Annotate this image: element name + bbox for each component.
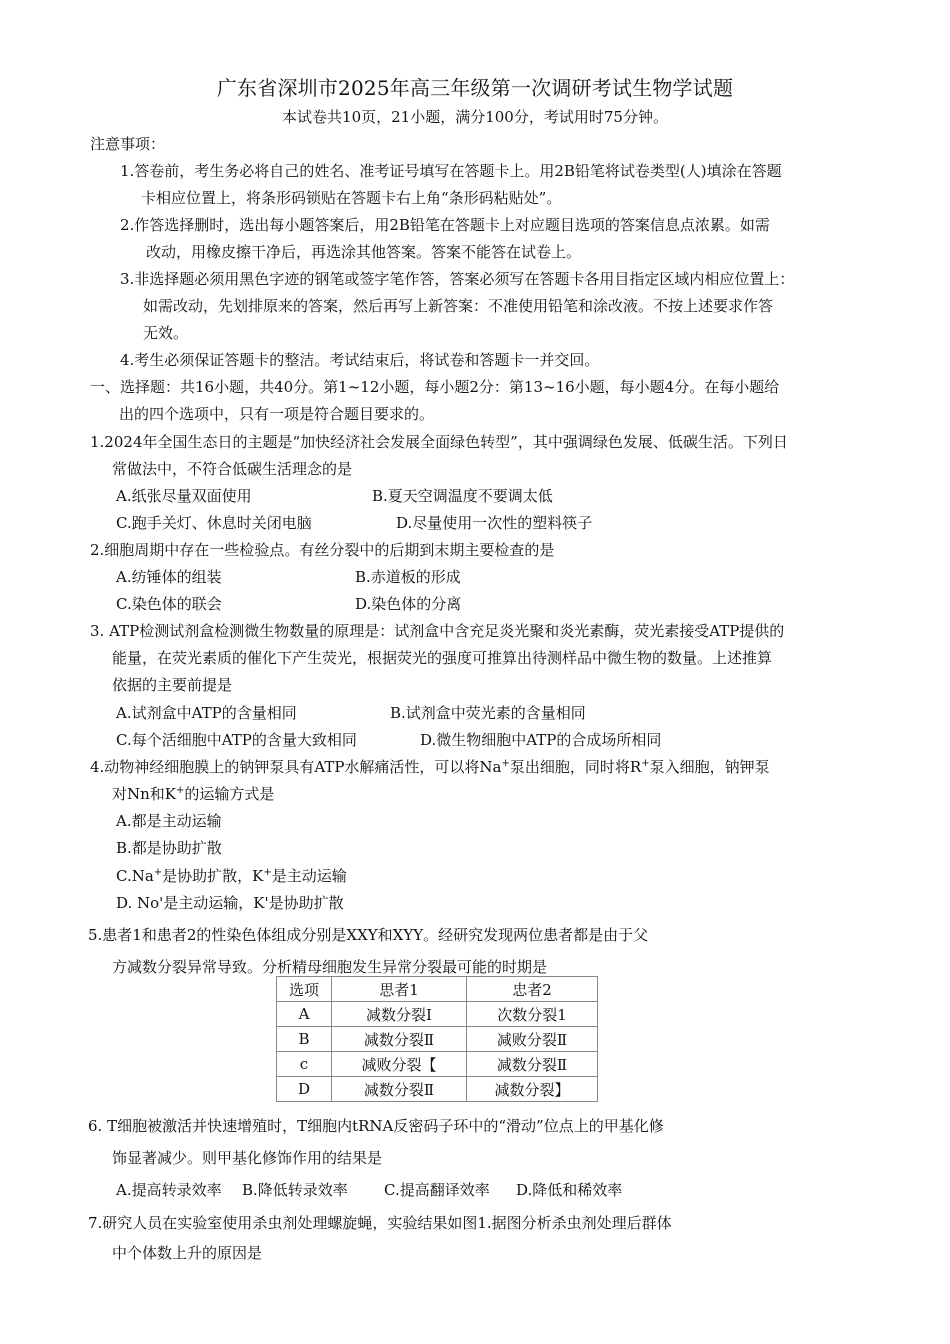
q3-option-d: D.微生物细胞中ATP的合成场所相同 [420, 731, 662, 749]
q3-option-c: C.每个活细胞中ATP的含量大致相同 [116, 731, 357, 749]
note-3-line-3: 无效。 [143, 324, 189, 342]
q4-option-c-c: 是主动运输 [271, 867, 347, 885]
q4-stem-1a: 4.动物神经细胞膜上的钠钾泵具有ATP水解痛活性，可以将Na [90, 758, 502, 776]
q4-stem-1b: 泵出细胞，同时将R [509, 758, 642, 776]
q1-option-d: D.尽量使用一次性的塑料筷子 [396, 514, 593, 532]
q5-stem-line-1: 5.患者1和患者2的性染色体组成分别是XXY和XYY。经研究发现两位患者都是由于父 [88, 926, 649, 944]
note-1-line-1: 1.答卷前，考生务必将自己的姓名、准考证号填写在答题卡上。用2B铅笔将试卷类型(人)填涂在答题 [120, 162, 782, 180]
q2-option-b: B.赤道板的形成 [355, 568, 461, 586]
page-subtitle: 本试卷共10页，21小题，满分100分，考试用时75分钟。 [282, 108, 668, 126]
table-cell: 减败分裂【 [332, 1052, 467, 1077]
q7-stem-line-2: 中个体数上升的原因是 [112, 1244, 263, 1262]
plus-superscript: + [176, 785, 185, 796]
table-cell: 次数分裂1 [467, 1002, 598, 1027]
q3-stem-line-3: 依据的主要前提是 [112, 676, 233, 694]
table-cell: B [277, 1027, 332, 1052]
q4-option-c-a: C.Na [116, 867, 154, 885]
plus-superscript: + [501, 758, 510, 769]
table-row [277, 1027, 598, 1052]
q4-stem-2b: 的运输方式是 [184, 785, 275, 803]
q7-stem-line-1: 7.研究人员在实验室使用杀虫剂处理螺旋蝇，实验结果如图1.据图分析杀虫剂处理后群体 [88, 1214, 672, 1232]
note-3-line-2: 如需改动，先划排原来的答案，然后再写上新答案：不准使用铅笔和涂改液。不按上述要求作答 [143, 297, 774, 315]
plus-superscript: + [153, 867, 163, 878]
q4-option-a: A.都是主动运输 [116, 812, 222, 830]
table-header-row [277, 977, 598, 1002]
q4-option-b: B.都是协助扩散 [116, 839, 222, 857]
q3-option-a: A.试剂盒中ATP的含量相同 [116, 704, 297, 722]
page-title: 广东省深圳市2025年高三年级第一次调研考试生物学试题 [216, 76, 734, 100]
q2-option-a: A.纺锤体的组装 [116, 568, 222, 586]
table-cell: c [277, 1052, 332, 1077]
q2-stem: 2.细胞周期中存在一些检验点。有丝分裂中的后期到末期主要检查的是 [90, 541, 555, 559]
q6-option-a: A.提高转录效率 [116, 1181, 222, 1199]
table-header-cell: 选项 [277, 977, 332, 1002]
note-4: 4.考生必须保证答题卡的整洁。考试结束后，将试卷和答题卡一并交回。 [120, 351, 600, 369]
q4-stem-1c: 泵入细胞，钠钾泵 [649, 758, 770, 776]
notes-heading: 注意事项： [90, 135, 166, 153]
table-cell: 减数分裂Ⅱ [467, 1052, 598, 1077]
table-cell: A [277, 1002, 332, 1027]
section-1-line-2: 出的四个选项中，只有一项是符合题目要求的。 [119, 405, 435, 423]
q6-option-d: D.降低和稀效率 [516, 1181, 623, 1199]
table-header-cell: 思者1 [332, 977, 467, 1002]
q4-stem-line-2 [112, 784, 274, 804]
q6-option-b: B.降低转录效率 [242, 1181, 348, 1199]
q5-stem-line-2: 方减数分裂异常导致。分析精母细胞发生异常分裂最可能的时期是 [112, 958, 548, 976]
q4-option-c [116, 866, 347, 886]
q1-stem-line-2: 常做法中，不符合低碳生活理念的是 [112, 460, 353, 478]
table-row [277, 1077, 598, 1102]
note-3-line-1: 3.非选择题必须用黑色字迹的钢笔或签字笔作答，答案必须写在答题卡各用目指定区域内相应位置上： [120, 270, 795, 288]
table-row [277, 1002, 598, 1027]
q3-stem-line-2: 能量，在荧光素质的催化下产生荧光，根据荧光的强度可推算出待测样品中微生物的数量。上述推算 [112, 649, 773, 667]
plus-superscript: + [641, 758, 650, 769]
table-cell: 减数分裂Ⅱ [332, 1077, 467, 1102]
q4-option-d: D. No'是主动运输，K'是协助扩散 [116, 894, 344, 912]
q6-stem-line-2: 饰显著减少。则甲基化修饰作用的结果是 [112, 1149, 383, 1167]
q6-stem-line-1: 6. T细胞被激活并快速增殖时，T细胞内tRNA反密码子环中的“滑动”位点上的甲基化修 [88, 1117, 664, 1135]
table-header-cell: 忠者2 [467, 977, 598, 1002]
table-cell: 减数分裂】 [467, 1077, 598, 1102]
q1-option-a: A.纸张尽量双面使用 [116, 487, 252, 505]
table-cell: 减数分裂Ⅱ [332, 1027, 467, 1052]
q1-stem-line-1: 1.2024年全国生态日的主题是“加快经济社会发展全面绿色转型”，其中强调绿色发展、低碳生活。下列日 [90, 433, 788, 451]
q2-option-c: C.染色体的联会 [116, 595, 222, 613]
q4-stem-2a: 对Nn和K [112, 785, 176, 803]
q3-stem-line-1: 3. ATP检测试剂盒检测微生物数量的原理是：试剂盒中含充足炎光聚和炎光素酶，荧光素接受ATP提供的 [90, 622, 785, 640]
q2-option-d: D.染色体的分离 [355, 595, 462, 613]
q6-option-c: C.提高翻译效率 [384, 1181, 490, 1199]
section-1-line-1: 一、选择题：共16小题，共40分。第1~12小题，每小题2分：第13~16小题，每小题4分。在每小题给 [90, 378, 780, 396]
plus-superscript: + [263, 867, 272, 878]
q5-table [276, 976, 598, 1102]
table-row [277, 1052, 598, 1077]
q3-option-b: B.试剂盒中荧光素的含量相同 [390, 704, 586, 722]
q4-stem-line-1 [90, 757, 770, 777]
q4-option-c-b: 是协助扩散，K [162, 867, 264, 885]
q1-option-c: C.跑手关灯、休息时关闭电脑 [116, 514, 312, 532]
table-cell: D [277, 1077, 332, 1102]
table-cell: 减败分裂Ⅱ [467, 1027, 598, 1052]
note-2-line-1: 2.作答选择删时，选出每小题答案后，用2B铅笔在答题卡上对应题目选项的答案信息点浓累。如需 [120, 216, 770, 234]
q1-option-b: B.夏天空调温度不要调太低 [372, 487, 553, 505]
note-1-line-2: 卡相应位置上，将条形码锁贴在答题卡右上角“条形码粘贴处”。 [141, 189, 562, 207]
table-cell: 减数分裂Ⅰ [332, 1002, 467, 1027]
note-2-line-2: 改动，用橡皮擦干净后，再选涂其他答案。答案不能答在试卷上。 [146, 243, 582, 261]
